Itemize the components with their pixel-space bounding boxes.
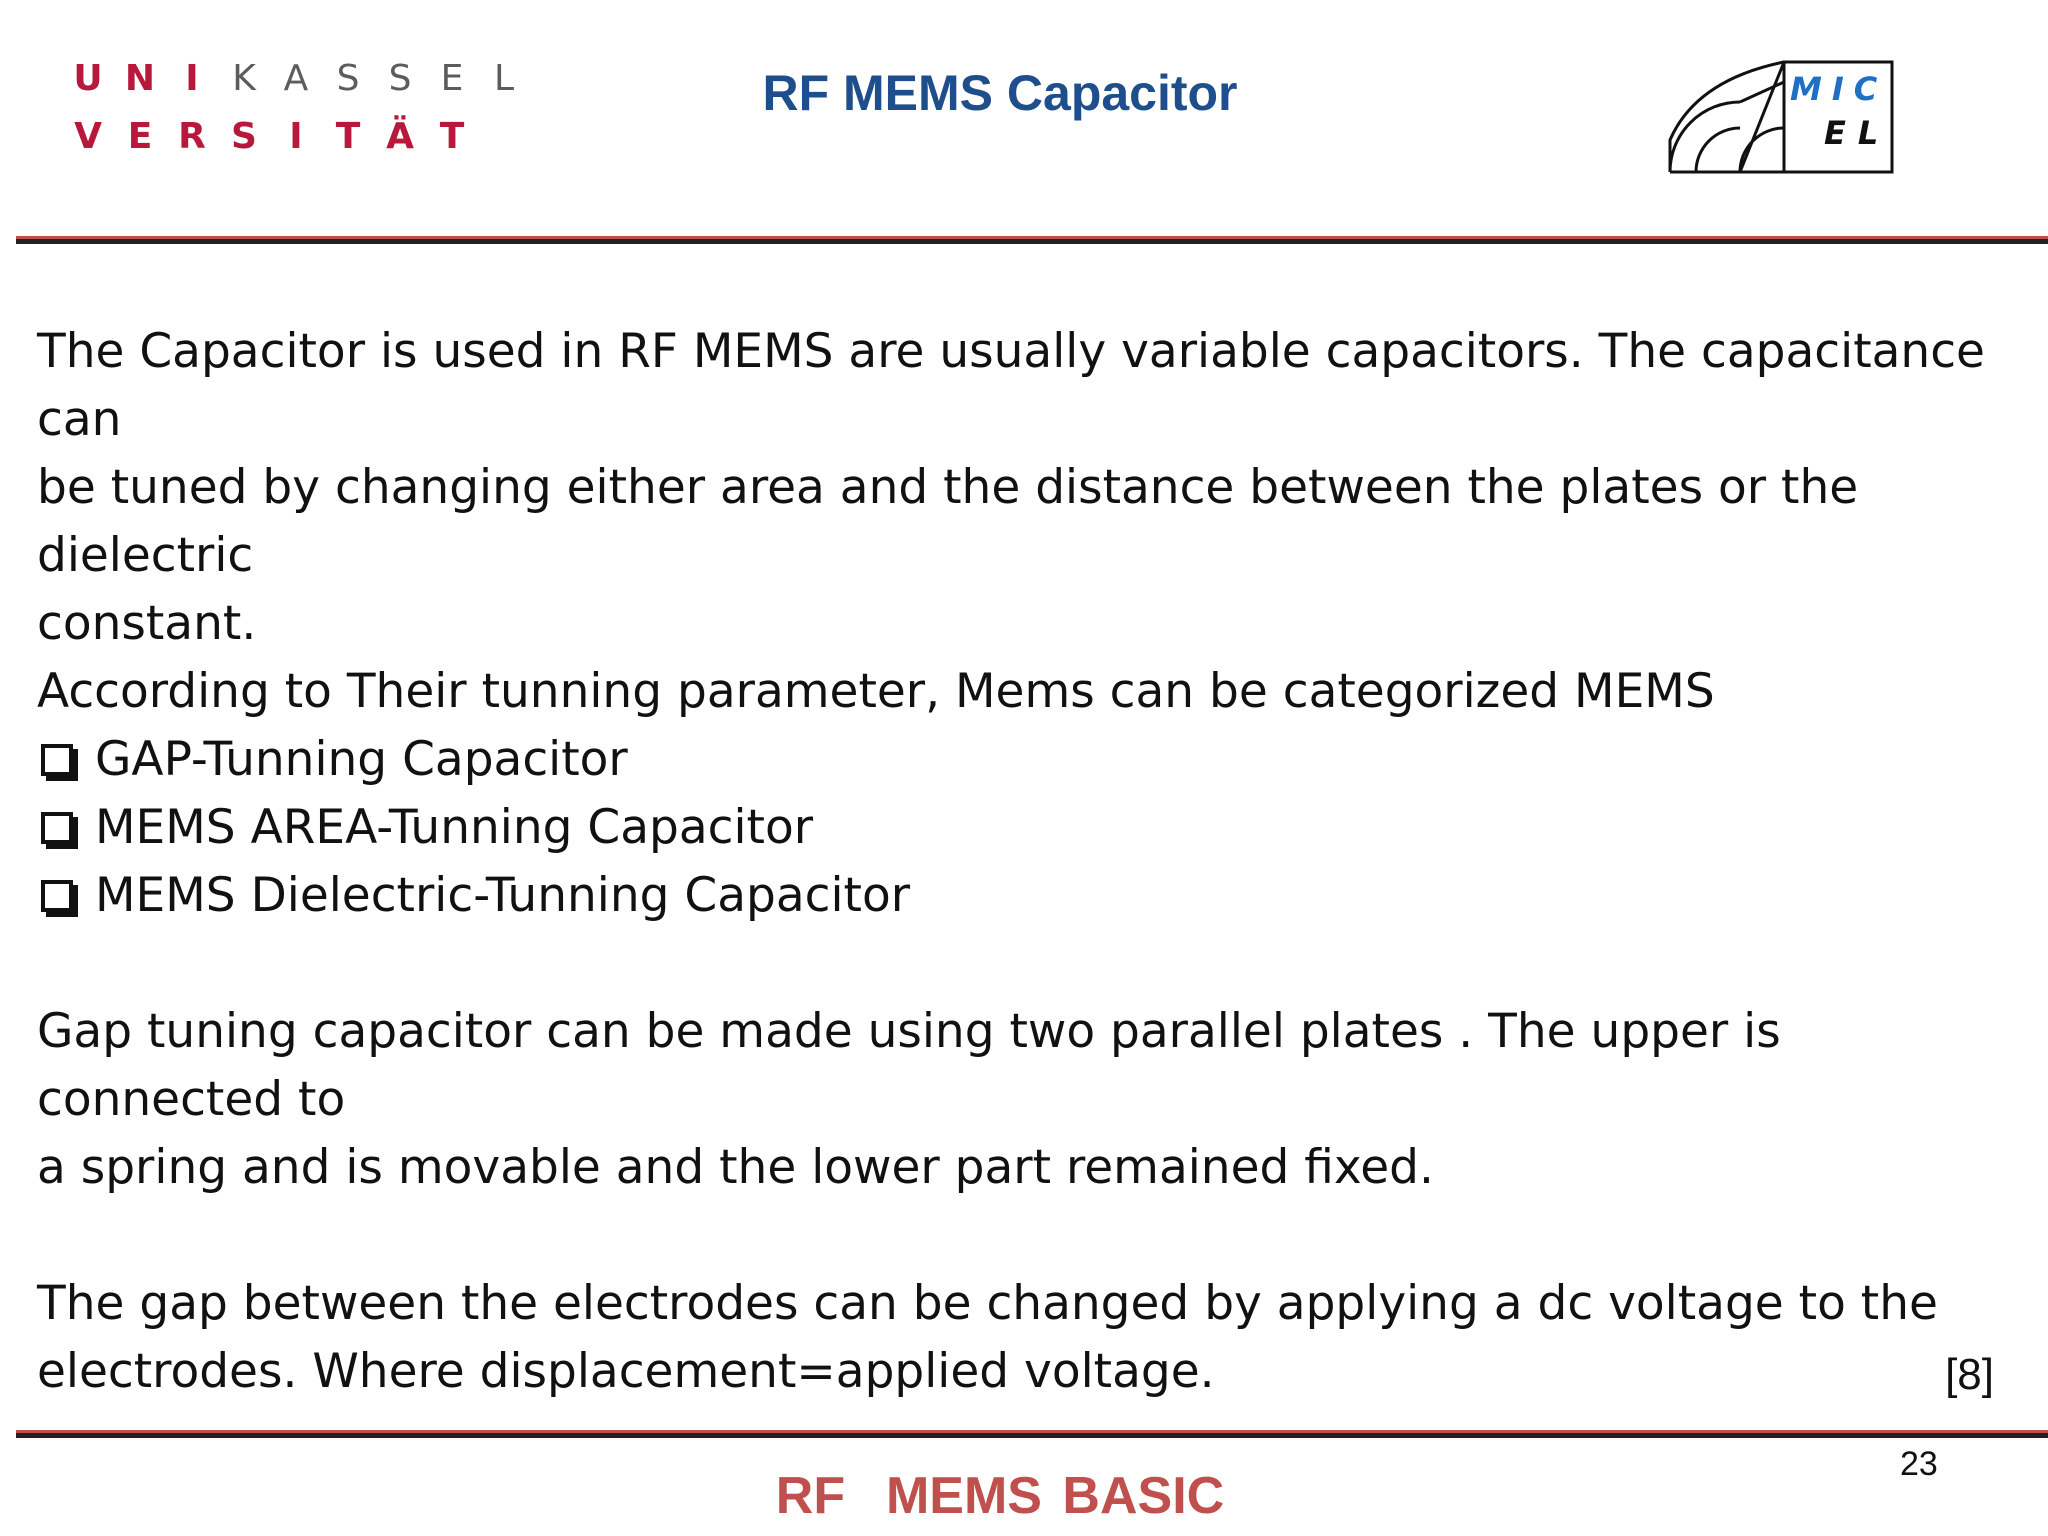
gap-tuning-line-1: Gap tuning capacitor can be made using two parallel plates . The upper is connected to <box>37 1004 1781 1127</box>
categorize-line: According to Their tunning parameter, Mems can be categorized MEMS <box>37 664 1715 719</box>
micel-logo-text-bottom: EL <box>1824 114 1891 152</box>
logo-letter: T <box>439 116 465 157</box>
slide-body <box>37 318 2037 1406</box>
bullet-text: GAP-Tunning Capacitor <box>95 732 628 787</box>
logo-letter: V <box>74 116 102 157</box>
intro-line-1: The Capacitor is used in RF MEMS are usually variable capacitors. The capacitance can <box>37 324 1985 447</box>
bullet-item <box>37 726 2037 794</box>
logo-letter: R <box>178 116 206 157</box>
logo-letter: N <box>124 58 156 99</box>
bullet-text: MEMS AREA-Tunning Capacitor <box>95 800 814 855</box>
logo-row-top <box>62 58 530 99</box>
footer-divider <box>16 1430 2048 1438</box>
slide-title: RF MEMS Capacitor <box>762 65 1238 121</box>
checkbox-bullet-icon <box>41 880 73 912</box>
checkbox-bullet-icon <box>41 744 73 776</box>
logo-letter: K <box>232 58 256 99</box>
footer-title: RF MEMS BASIC <box>775 1467 1225 1525</box>
logo-letter: S <box>231 116 257 157</box>
micel-logo-graphic <box>1666 60 1896 176</box>
logo-letter: S <box>336 58 360 99</box>
micel-logo-text-top: MIC <box>1790 70 1888 108</box>
logo-row-bottom <box>62 116 478 157</box>
page-number: 23 <box>1900 1445 1938 1483</box>
logo-letter: L <box>493 58 515 99</box>
logo-letter: I <box>185 58 199 99</box>
university-kassel-logo <box>62 58 532 168</box>
logo-letter: E <box>127 116 153 157</box>
reference-marker: [8] <box>1945 1350 1994 1399</box>
intro-line-2: be tuned by changing either area and the distance between the plates or the dielectric <box>37 460 1859 583</box>
bullet-text: MEMS Dielectric-Tunning Capacitor <box>95 868 911 923</box>
paragraph-spacer <box>37 1202 2037 1270</box>
voltage-line-1: The gap between the electrodes can be changed by applying a dc voltage to the <box>37 1276 1938 1331</box>
logo-letter: U <box>73 58 103 99</box>
voltage-line-2: electrodes. Where displacement=applied voltage. <box>37 1344 1215 1399</box>
bullet-item <box>37 862 2037 930</box>
logo-letter: E <box>440 58 464 99</box>
micel-logo <box>1666 60 1896 176</box>
logo-letter: S <box>388 58 412 99</box>
header-divider <box>16 236 2048 244</box>
logo-letter: T <box>335 116 361 157</box>
logo-letter: A <box>283 58 309 99</box>
intro-line-3: constant. <box>37 596 257 651</box>
paragraph-spacer <box>37 930 2037 998</box>
bullet-item <box>37 794 2037 862</box>
logo-letter: I <box>289 116 303 157</box>
logo-letter: Ä <box>386 116 414 157</box>
checkbox-bullet-icon <box>41 812 73 844</box>
gap-tuning-line-2: a spring and is movable and the lower part remained fixed. <box>37 1140 1434 1195</box>
